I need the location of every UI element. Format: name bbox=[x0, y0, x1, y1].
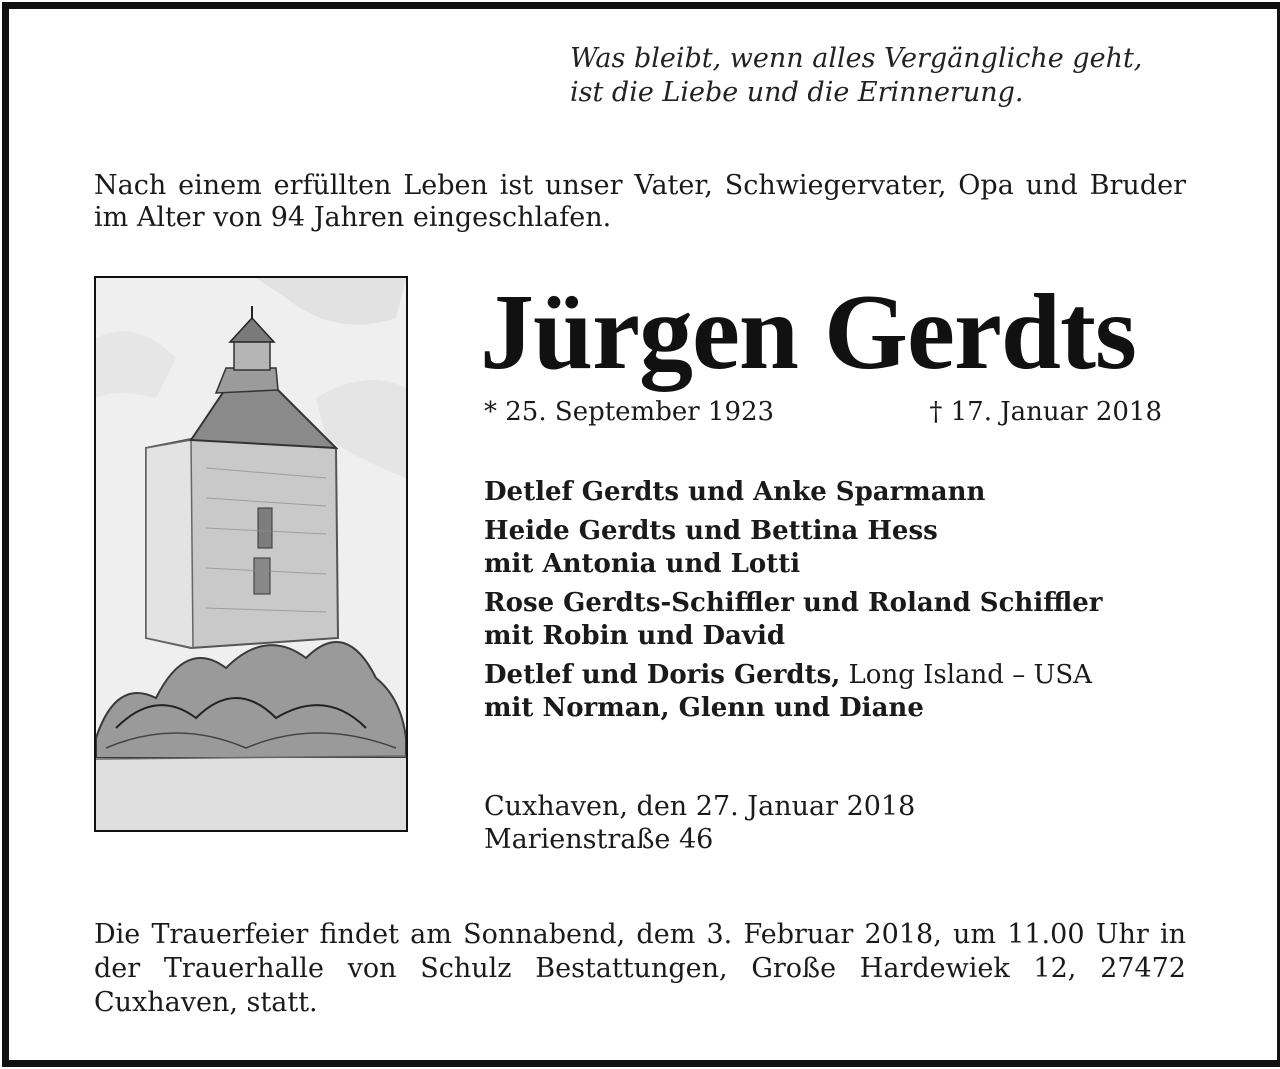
address-line: Marienstraße 46 bbox=[484, 824, 714, 855]
family-line: Heide Gerdts und Bettina Hess bbox=[484, 516, 938, 546]
family-line bbox=[484, 659, 1184, 692]
family-group bbox=[484, 476, 1184, 509]
family-names: Detlef und Doris Gerdts, bbox=[484, 660, 841, 690]
motto-line-2: ist die Liebe und die Erinnerung. bbox=[570, 77, 1024, 108]
family-location: Long Island – USA bbox=[840, 660, 1092, 690]
deceased-name: Jürgen Gerdts bbox=[480, 273, 1136, 392]
family-line: Rose Gerdts-Schiffler und Roland Schiffler bbox=[484, 588, 1103, 618]
family-group bbox=[484, 515, 1184, 581]
birth-date: * 25. September 1923 bbox=[484, 397, 775, 427]
ceremony-text: Die Trauerfeier findet am Sonnabend, dem 3. Februar 2018, um 11.00 Uhr in der Trauerhalle von Schulz Bestattungen, Große Hardewiek 12, 27472 Cuxhaven, statt. bbox=[94, 919, 1186, 1018]
family-line: mit Robin und David bbox=[484, 621, 786, 651]
place-and-date bbox=[484, 790, 915, 856]
family-list bbox=[484, 476, 1184, 731]
motto-line-1: Was bleibt, wenn alles Vergängliche geht, bbox=[570, 43, 1143, 74]
intro-text: Nach einem erfüllten Leben ist unser Vater, Schwiegervater, Opa und Bruder im Alter von 94 Jahren eingeschlafen. bbox=[94, 170, 1186, 233]
family-group bbox=[484, 587, 1184, 653]
family-line: mit Antonia und Lotti bbox=[484, 549, 801, 579]
motto bbox=[570, 42, 1142, 110]
place-date-line: Cuxhaven, den 27. Januar 2018 bbox=[484, 791, 916, 822]
death-date: † 17. Januar 2018 bbox=[929, 397, 1162, 427]
tower-sketch-image bbox=[94, 276, 408, 832]
family-line: Detlef Gerdts und Anke Sparmann bbox=[484, 477, 986, 507]
family-group bbox=[484, 659, 1184, 725]
family-line: mit Norman, Glenn und Diane bbox=[484, 693, 924, 723]
